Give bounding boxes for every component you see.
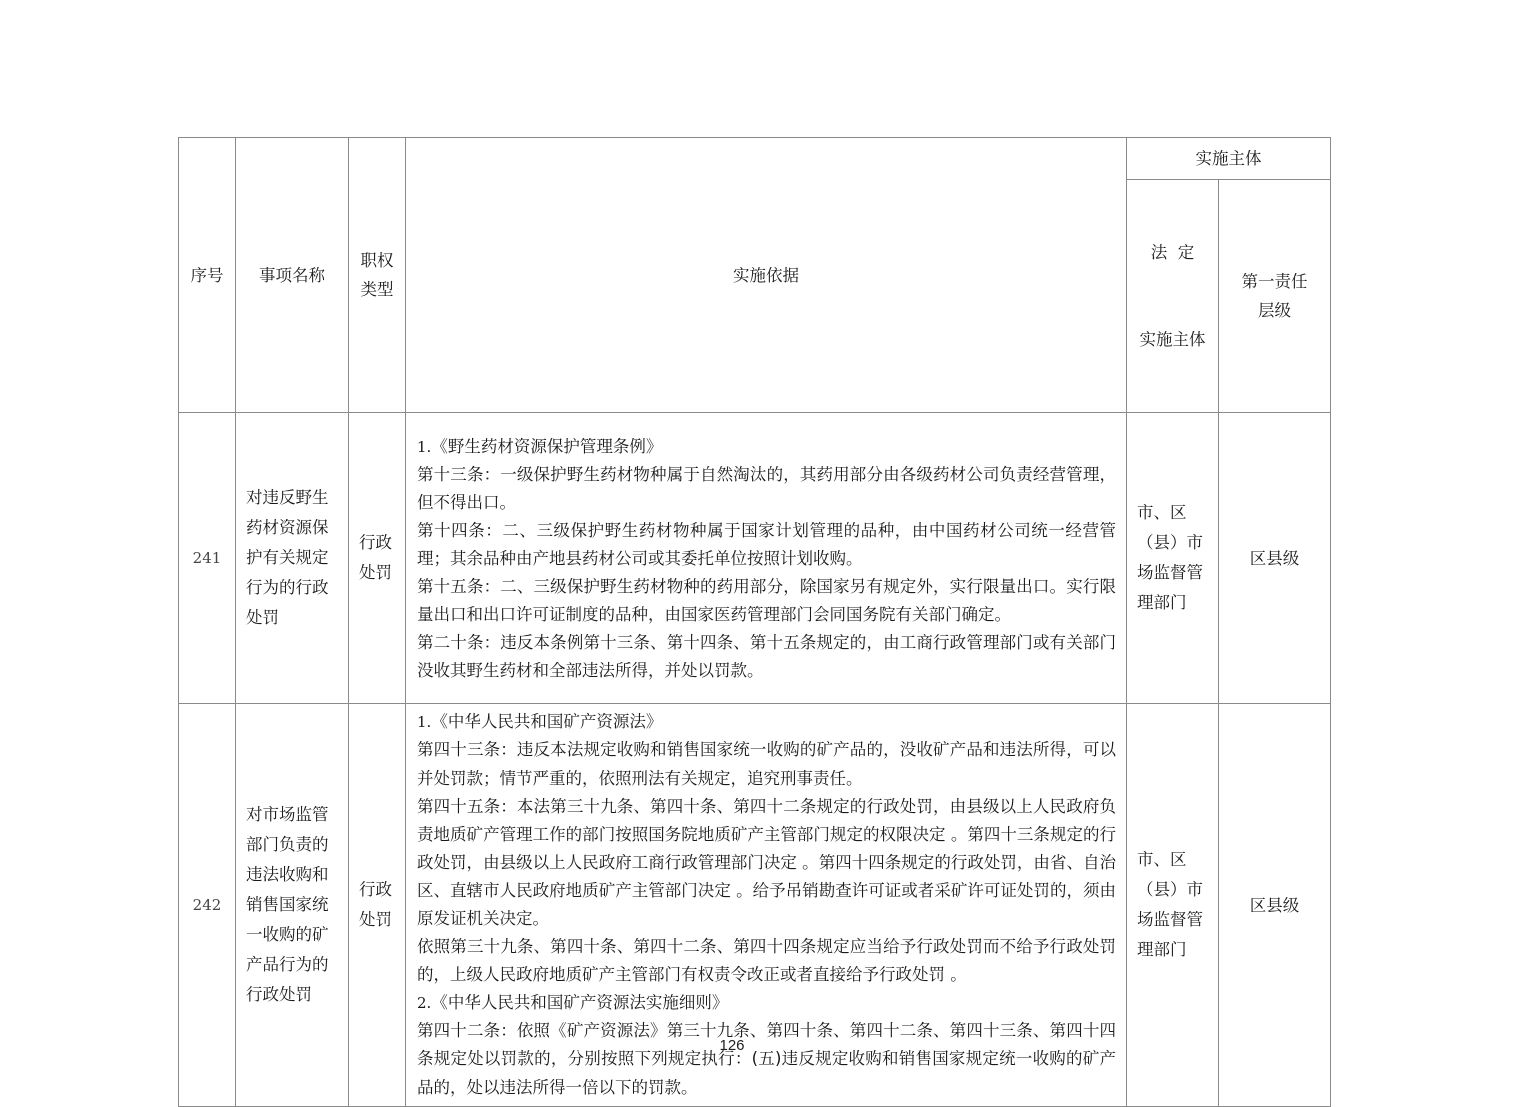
enforcement-items-table (178, 137, 1331, 1107)
law-name: 《中华人民共和国矿产资源法实施细则》 (431, 993, 729, 1013)
law-clause: 第十四条：二、三级保护野生药材物种属于国家计划管理的品种，由中国药材公司统一经营管理；其余品种由产地县药材公司或其委托单位按照计划收购。 (417, 520, 1116, 568)
row-seq: 241 (179, 413, 236, 704)
header-row-top (179, 138, 1331, 180)
row-item-name: 对违反野生药材资源保护有关规定行为的行政处罚 (236, 413, 349, 704)
row-legal-subject: 市、区（县）市场监督管理部门 (1127, 704, 1219, 1107)
law-index: 1. (417, 713, 432, 732)
law-index: 1. (417, 437, 432, 456)
law-clause: 第十五条：二、三级保护野生药材物种的药用部分，除国家另有规定外，实行限量出口。实行限量出口和出口许可证制度的品种，由国家医药管理部门会同国务院有关部门确定。 (417, 577, 1116, 625)
row-first-level-text: 区县级 (1249, 549, 1300, 568)
header-legal-subject-line1: 法 定 (1150, 243, 1195, 262)
header-first-level-line2: 层级 (1258, 301, 1291, 320)
law-clause: 第四十三条：违反本法规定收购和销售国家统一收购的矿产品的，没收矿产品和违法所得，可以并处罚款；情节严重的，依照刑法有关规定，追究刑事责任。 (417, 740, 1116, 788)
header-first-level (1219, 180, 1331, 413)
row-legal-subject: 市、区（县）市场监督管理部门 (1127, 413, 1219, 704)
row-power-type: 行政处罚 (349, 413, 406, 704)
header-item-name: 事项名称 (236, 138, 349, 413)
law-clause: 第四十五条：本法第三十九条、第四十条、第四十二条规定的行政处罚，由县级以上人民政府负责地质矿产管理工作的部门按照国务院地质矿产主管部门规定的权限决定 。第四十三条规定的行政处罚，由县级以上人民政府工商行政管理部门决定 。第四十四条规定的行政处罚，由省、自治区、直辖市人民政府地质矿产主管部门决定 。给予吊销勘查许可证或者采矿许可证处罚的，须由原发证机关决定。 (417, 796, 1116, 928)
header-legal-subject (1127, 180, 1219, 413)
law-title (417, 433, 1116, 461)
row-first-level (1219, 413, 1331, 704)
law-title (417, 989, 1116, 1017)
page-number: 126 (719, 1037, 745, 1054)
header-power-type (349, 138, 406, 413)
row-seq: 242 (179, 704, 236, 1107)
law-clause: 第二十条：违反本条例第十三条、第十四条、第十五条规定的，由工商行政管理部门或有关部门没收其野生药材和全部违法所得，并处以罚款。 (417, 633, 1116, 681)
law-clause: 第四十二条：依照《矿产资源法》第三十九条、第四十条、第四十二条、第四十三条、第四十四条规定处以罚款的，分别按照下列规定执行：(五)违反规定收购和销售国家规定统一收购的矿产品的，处以违法所得一倍以下的罚款。 (417, 1021, 1116, 1097)
law-name: 《中华人民共和国矿产资源法》 (431, 712, 663, 732)
header-power-type-line1: 职权 (360, 251, 394, 270)
law-clause: 依照第三十九条、第四十条、第四十二条、第四十四条规定应当给予行政处罚而不给予行政处罚的，上级人民政府地质矿产主管部门有权责令改正或者直接给予行政处罚 。 (417, 937, 1116, 985)
row-first-level-text: 区县级 (1249, 896, 1300, 915)
header-legal-subject-line2: 实施主体 (1139, 330, 1206, 349)
header-subject-group: 实施主体 (1127, 138, 1331, 180)
law-name: 《野生药材资源保护管理条例》 (431, 436, 663, 456)
header-first-level-line1: 第一责任 (1241, 272, 1308, 291)
law-index: 2. (417, 994, 432, 1013)
header-seq: 序号 (179, 138, 236, 413)
header-basis: 实施依据 (406, 138, 1127, 413)
row-power-type: 行政处罚 (349, 704, 406, 1107)
table-row (179, 413, 1331, 704)
row-item-name: 对市场监管部门负责的违法收购和销售国家统一收购的矿产品行为的行政处罚 (236, 704, 349, 1107)
header-power-type-line2: 类型 (360, 280, 394, 299)
row-basis (406, 413, 1127, 704)
law-title (417, 708, 1116, 736)
law-clause: 第十三条：一级保护野生药材物种属于自然淘汰的，其药用部分由各级药材公司负责经营管理，但不得出口。 (417, 464, 1116, 512)
